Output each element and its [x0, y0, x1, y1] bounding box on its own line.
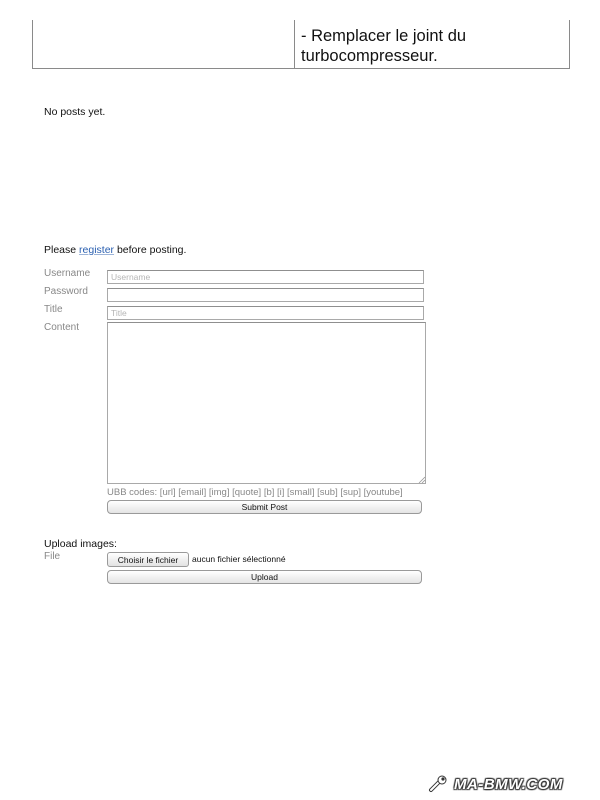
title-label: Title [44, 304, 63, 315]
upload-images-heading: Upload images: [44, 538, 117, 550]
upload-label: Upload [251, 572, 278, 582]
register-notice-suffix: before posting. [114, 244, 187, 256]
password-input[interactable] [107, 288, 424, 302]
username-input[interactable] [107, 270, 424, 284]
password-label: Password [44, 286, 88, 297]
choose-file-label: Choisir le fichier [117, 554, 179, 565]
table-column-divider [294, 20, 295, 68]
submit-post-button[interactable] [107, 500, 422, 514]
register-notice-prefix: Please [44, 244, 80, 256]
resize-grip-icon[interactable] [418, 476, 425, 483]
register-notice [44, 244, 186, 256]
register-link[interactable]: register [79, 244, 115, 256]
content-textarea[interactable] [107, 322, 426, 484]
content-label: Content [44, 322, 80, 333]
wrench-icon [428, 775, 450, 793]
no-posts-message: No posts yet. [44, 106, 106, 118]
watermark-text: MA-BMW.COM [454, 775, 563, 793]
table-fragment [32, 20, 570, 69]
file-status-text: aucun fichier sélectionné [192, 554, 286, 564]
submit-post-label: Submit Post [241, 502, 288, 512]
ubb-codes-hint: UBB codes: [url] [email] [img] [quote] [b] [i] [small] [sub] [sup] [youtube] [107, 487, 403, 498]
username-label: Username [44, 268, 91, 279]
file-label: File [44, 551, 61, 562]
site-watermark [428, 774, 588, 794]
table-cell-text: - Remplacer le joint du turbocompresseur. [301, 27, 467, 65]
choose-file-button[interactable] [107, 552, 189, 567]
title-input[interactable] [107, 306, 424, 320]
upload-button[interactable] [107, 570, 422, 584]
